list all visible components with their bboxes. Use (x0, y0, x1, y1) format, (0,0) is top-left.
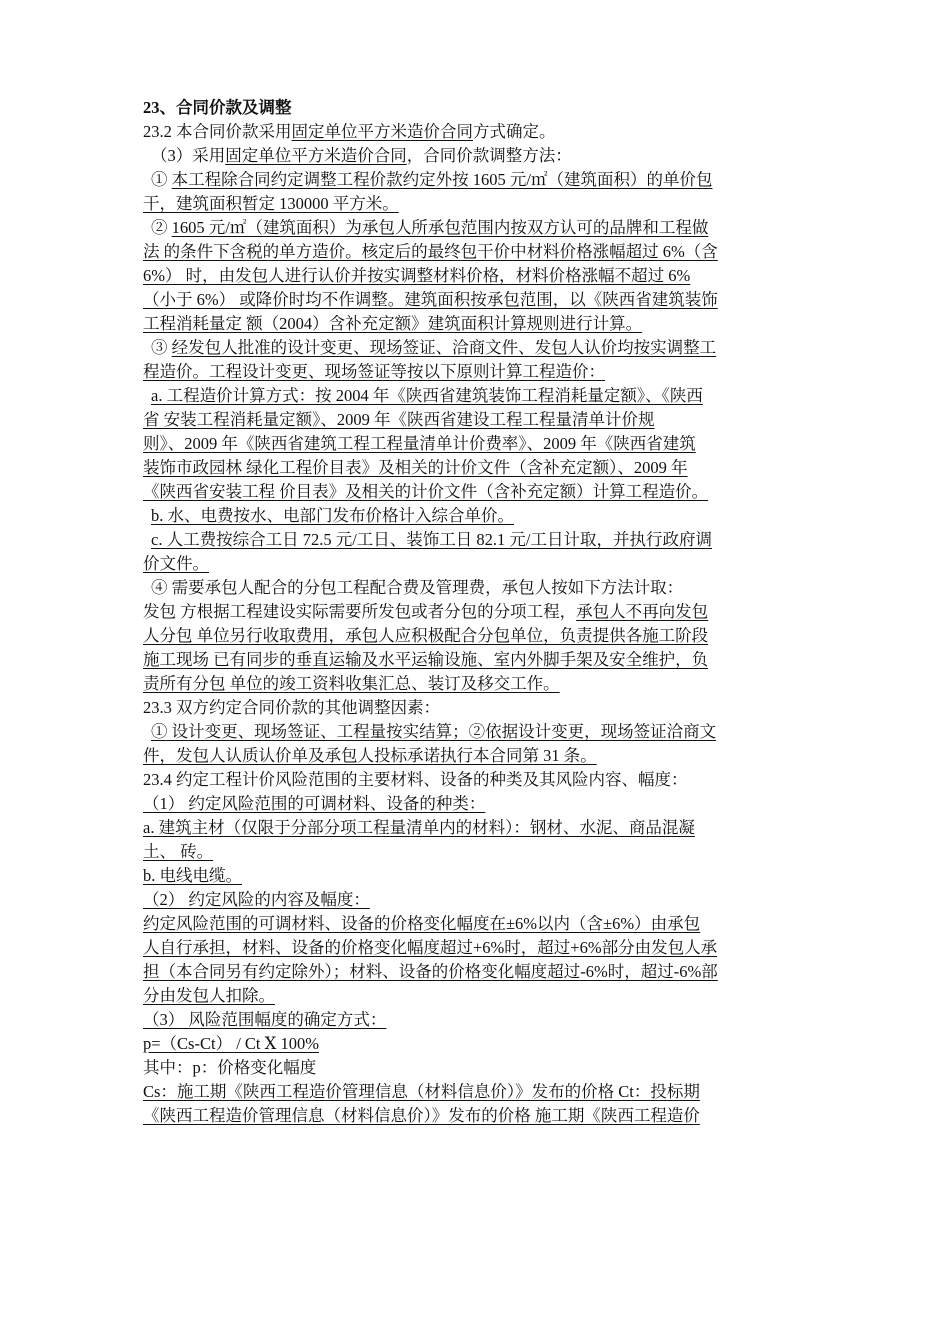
underlined-text: 土、 砖。 (143, 842, 214, 861)
text-line (143, 936, 821, 960)
text-line (143, 840, 821, 864)
text-line (143, 720, 821, 744)
text-line (143, 456, 821, 480)
text-line (143, 360, 821, 384)
text-line (143, 552, 821, 576)
underlined-text: b. 电线电缆。 (143, 866, 242, 885)
underlined-text: 固定单位平方米造价合同 (225, 146, 407, 165)
text-line (143, 864, 821, 888)
text-line (143, 696, 821, 720)
text-line (143, 768, 821, 792)
underlined-text: 责所有分包 单位的竣工资料收集汇总、装订及移交工作。 (143, 674, 560, 693)
text-line (143, 816, 821, 840)
text-line (143, 648, 821, 672)
text-line (143, 336, 821, 360)
underlined-text: 固定单位平方米造价合同 (291, 122, 473, 141)
plain-text: ③ (151, 338, 172, 357)
text-line (143, 624, 821, 648)
plain-text: 其中：p：价格变化幅度 (143, 1058, 317, 1077)
underlined-text: 约定风险范围的可调材料、设备的价格变化幅度在±6%以内（含±6%）由承包 (143, 914, 701, 933)
underlined-text: 6%） 时，由发包人进行认价并按实调整材料价格，材料价格涨幅不超过 6% (143, 266, 691, 285)
underlined-text: a. 建筑主材（仅限于分部分项工程量清单内的材料）：钢材、水泥、商品混凝 (143, 818, 695, 837)
text-line (143, 1056, 821, 1080)
underlined-text: 人分包 单位另行收取费用，承包人应积极配合分包单位，负责提供各施工阶段 (143, 626, 709, 645)
text-line (143, 528, 821, 552)
text-line (143, 576, 821, 600)
underlined-text: 工程消耗量定 额（2004）含补充定额》建筑面积计算规则进行计算。 (143, 314, 643, 333)
text-line (143, 120, 821, 144)
text-line (143, 384, 821, 408)
underlined-text: b. 水、电费按水、电部门发布价格计入综合单价。 (151, 506, 514, 525)
underlined-text: 分由发包人扣除。 (143, 986, 275, 1005)
text-line (143, 792, 821, 816)
plain-text: ，合同价款调整方法： (406, 146, 572, 165)
text-line (143, 984, 821, 1008)
plain-text: 23.2 本合同价款采用 (143, 122, 292, 141)
underlined-text: a. 工程造价计算方式：按 2004 年《陕西省建筑装饰工程消耗量定额》、《陕西 (151, 386, 703, 405)
document-page (143, 96, 821, 1128)
text-line (143, 960, 821, 984)
plain-text: ① (151, 170, 172, 189)
section-heading: 23、合同价款及调整 (143, 98, 292, 117)
underlined-text: 人自行承担，材料、设备的价格变化幅度超过+6%时，超过+6%部分由发包人承 (143, 938, 718, 957)
underlined-text: （小于 6%） 或降价时均不作调整。建筑面积按承包范围，以《陕西省建筑装饰 (143, 290, 718, 309)
underlined-text: c. 人工费按综合工日 72.5 元/工日、装饰工日 82.1 元/工日计取，并执行政府调 (151, 530, 712, 549)
text-line (143, 168, 821, 192)
text-line (143, 912, 821, 936)
document-body (143, 120, 821, 1128)
text-line (143, 480, 821, 504)
underlined-text: 干，建筑面积暂定 130000 平方米。 (143, 194, 399, 213)
text-line (143, 264, 821, 288)
underlined-text: 省 安装工程消耗量定额》、2009 年《陕西省建设工程工程量清单计价规 (143, 410, 655, 429)
text-line (143, 1104, 821, 1128)
text-line (143, 1008, 821, 1032)
underlined-text: 件，发包人认质认价单及承包人投标承诺执行本合同第 31 条。 (143, 746, 597, 765)
underlined-text: 装饰市政园林 绿化工程价目表》及相关的计价文件（含补充定额）、2009 年 (143, 458, 688, 477)
text-line (143, 504, 821, 528)
underlined-text: ① 设计变更、现场签证、工程量按实结算；②依据设计变更，现场签证洽商文 (151, 722, 717, 741)
underlined-text: 担（本合同另有约定除外）；材料、设备的价格变化幅度超过-6%时，超过-6%部 (143, 962, 718, 981)
plain-text: ④ 需要承包人配合的分包工程配合费及管理费，承包人按如下方法计取： (151, 578, 684, 597)
underlined-text: 施工现场 已有同步的垂直运输及水平运输设施、室内外脚手架及安全维护，负 (143, 650, 709, 669)
plain-text: 发包 方根据工程建设实际需要所发包或者分包的分项工程， (143, 602, 577, 621)
underlined-text: 则》、2009 年《陕西省建筑工程工程量清单计价费率》、2009 年《陕西省建筑 (143, 434, 696, 453)
text-line (143, 408, 821, 432)
plain-text: 方式确定。 (473, 122, 556, 141)
text-line (143, 312, 821, 336)
text-line (143, 1032, 821, 1056)
text-line (143, 432, 821, 456)
text-line (143, 888, 821, 912)
plain-text: （3）采用 (151, 146, 226, 165)
text-line (143, 288, 821, 312)
underlined-text: 承包人不再向发包 (576, 602, 709, 621)
text-line (143, 672, 821, 696)
text-line (143, 216, 821, 240)
underlined-text: p=（Cs-Ct） / Ct Ⅹ 100% (143, 1034, 319, 1053)
text-line (143, 600, 821, 624)
underlined-text: 1605 元/㎡（建筑面积）为承包人所承包范围内按双方认可的品牌和工程做 (171, 218, 709, 237)
underlined-text: 价文件。 (143, 554, 209, 573)
underlined-text: （1） 约定风险范围的可调材料、设备的种类： (143, 794, 486, 813)
underlined-text: 法 的条件下含税的单方造价。核定后的最终包干价中材料价格涨幅超过 6%（含 (143, 242, 718, 261)
plain-text: 23.3 双方约定合同价款的其他调整因素： (143, 698, 440, 717)
underlined-text: 本工程除合同约定调整工程价款约定外按 1605 元/㎡（建筑面积）的单价包 (171, 170, 713, 189)
underlined-text: （3） 风险范围幅度的确定方式： (143, 1010, 387, 1029)
underlined-text: Cs：施工期《陕西工程造价管理信息（材料信息价）》发布的价格 Ct：投标期 (143, 1082, 700, 1101)
underlined-text: （2） 约定风险的内容及幅度： (143, 890, 370, 909)
plain-text: 23.4 约定工程计价风险范围的主要材料、设备的种类及其风险内容、幅度： (143, 770, 688, 789)
underlined-text: 经发包人批准的设计变更、现场签证、洽商文件、发包人认价均按实调整工 (171, 338, 717, 357)
text-line (143, 240, 821, 264)
text-line (143, 1080, 821, 1104)
underlined-text: 程造价。工程设计变更、现场签证等按以下原则计算工程造价： (143, 362, 605, 381)
text-line (143, 744, 821, 768)
text-line (143, 192, 821, 216)
underlined-text: 《陕西工程造价管理信息（材料信息价）》发布的价格 施工期《陕西工程造价 (143, 1106, 700, 1125)
underlined-text: 《陕西省安装工程 价目表》及相关的计价文件（含补充定额）计算工程造价。 (143, 482, 709, 501)
text-line (143, 144, 821, 168)
plain-text: ② (151, 218, 172, 237)
